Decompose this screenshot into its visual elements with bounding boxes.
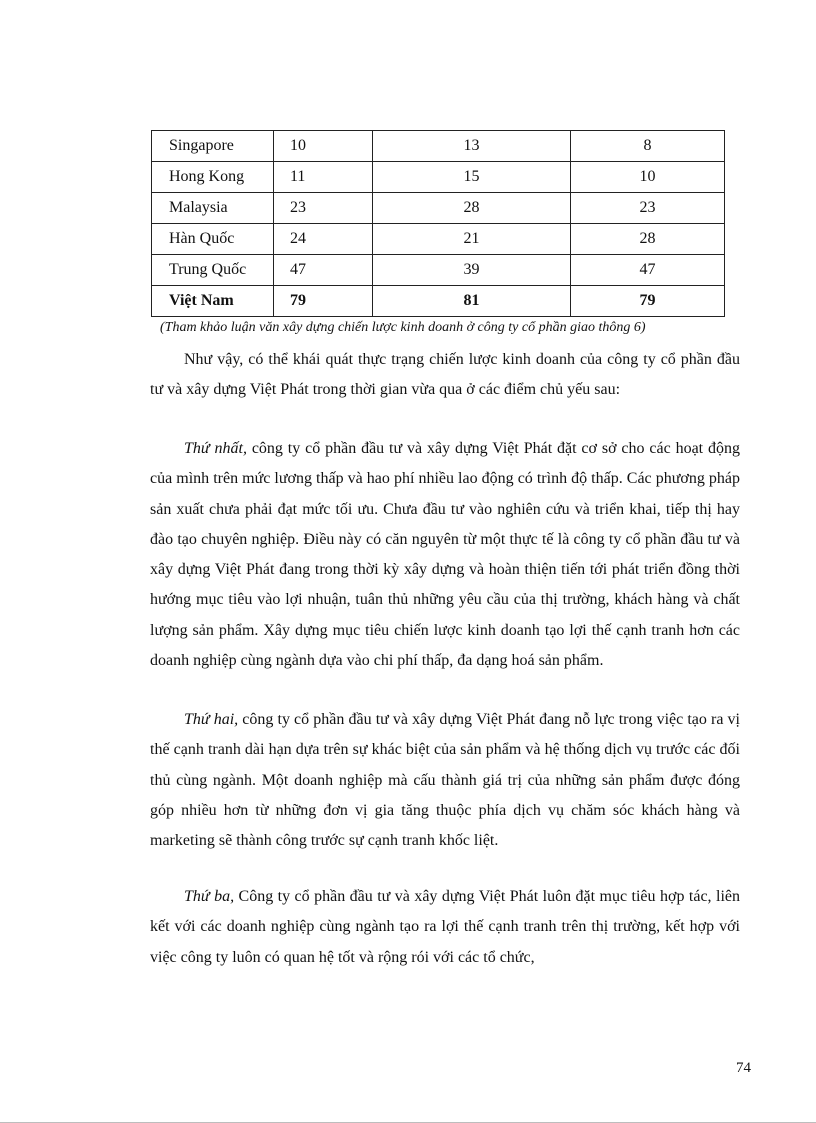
country-cell: Việt Nam [152,286,274,317]
paragraph-text: công ty cổ phần đầu tư và xây dựng Việt Phát đang nỗ lực trong việc tạo ra vị thế cạnh tranh dài hạn dựa trên sự khác biệt của sản phẩm và hệ thống dịch vụ trước các đối thủ cùng ngành. Một doanh nghiệp mà cấu thành giá trị của những sản phẩm được đóng góp nhiều hơn từ những đơn vị gia tăng thuộc phía dịch vụ chăm sóc khách hàng và marketing sẽ thành công trước sự cạnh tranh khốc liệt. [150,711,741,850]
country-cell: Hong Kong [152,162,274,193]
paragraph-text: công ty cổ phần đầu tư và xây dựng Việt Phát đặt cơ sở cho các hoạt động của mình trên mức lương thấp và hao phí nhiều lao động có trình độ thấp. Các phương pháp sản xuất chưa phải đạt mức tối ưu. Chưa đầu tư vào nghiên cứu và triển khai, tiếp thị hay đào tạo chuyên nghiệp. Điều này có căn nguyên từ một thực tế là công ty cổ phần đầu tư và xây dựng Việt Phát đang trong thời kỳ xây dựng và hoàn thiện tiến tới phát triển đồng thời hướng mục tiêu vào lợi nhuận, tuân thủ những yêu cầu của thị trường, khách hàng và chất lượng sản phẩm. Xây dựng mục tiêu chiến lược kinh doanh tạo lợi thế cạnh tranh hơn các doanh nghiệp cùng ngành dựa vào chi phí thấp, đa dạng hoá sản phẩm. [150,440,740,670]
country-cell: Malaysia [152,193,274,224]
value-cell: 81 [373,286,571,317]
value-cell: 23 [571,193,725,224]
value-cell: 15 [373,162,571,193]
paragraph-second [150,705,740,856]
value-cell: 21 [373,224,571,255]
paragraph-lead: Thứ ba, [184,888,235,905]
value-cell: 10 [571,162,725,193]
value-cell: 23 [274,193,373,224]
paragraph-lead: Thứ hai, [184,711,239,728]
paragraph-third [150,882,740,973]
value-cell: 79 [571,286,725,317]
paragraph-lead: Thứ nhất, [184,440,247,457]
value-cell: 79 [274,286,373,317]
paragraph-first [150,434,740,676]
table-row [152,162,725,193]
value-cell: 47 [274,255,373,286]
value-cell: 47 [571,255,725,286]
value-cell: 13 [373,131,571,162]
value-cell: 8 [571,131,725,162]
country-cell: Singapore [152,131,274,162]
paragraph-text: Như vậy, có thể khái quát thực trạng chiến lược kinh doanh của công ty cổ phần đầu tư và xây dựng Việt Phát trong thời gian vừa qua ở các điểm chủ yếu sau: [150,351,740,399]
table-row [152,224,725,255]
table-caption: (Tham khảo luận văn xây dựng chiến lược kinh doanh ở công ty cổ phần giao thông 6) [160,320,646,335]
value-cell: 28 [373,193,571,224]
country-cell: Trung Quốc [152,255,274,286]
table-row [152,255,725,286]
page-number: 74 [736,1060,751,1076]
value-cell: 24 [274,224,373,255]
country-cell: Hàn Quốc [152,224,274,255]
value-cell: 11 [274,162,373,193]
table-row-total [152,286,725,317]
value-cell: 10 [274,131,373,162]
paragraph-intro [150,345,740,406]
table-row [152,131,725,162]
paragraph-text: Công ty cổ phần đầu tư và xây dựng Việt Phát luôn đặt mục tiêu hợp tác, liên kết với các doanh nghiệp cùng ngành tạo ra lợi thế cạnh tranh trên thị trường, kết hợp với việc công ty luôn có quan hệ tốt và rộng rói với các tổ chức, [150,888,740,966]
ranking-table [151,130,725,317]
value-cell: 39 [373,255,571,286]
value-cell: 28 [571,224,725,255]
table-row [152,193,725,224]
